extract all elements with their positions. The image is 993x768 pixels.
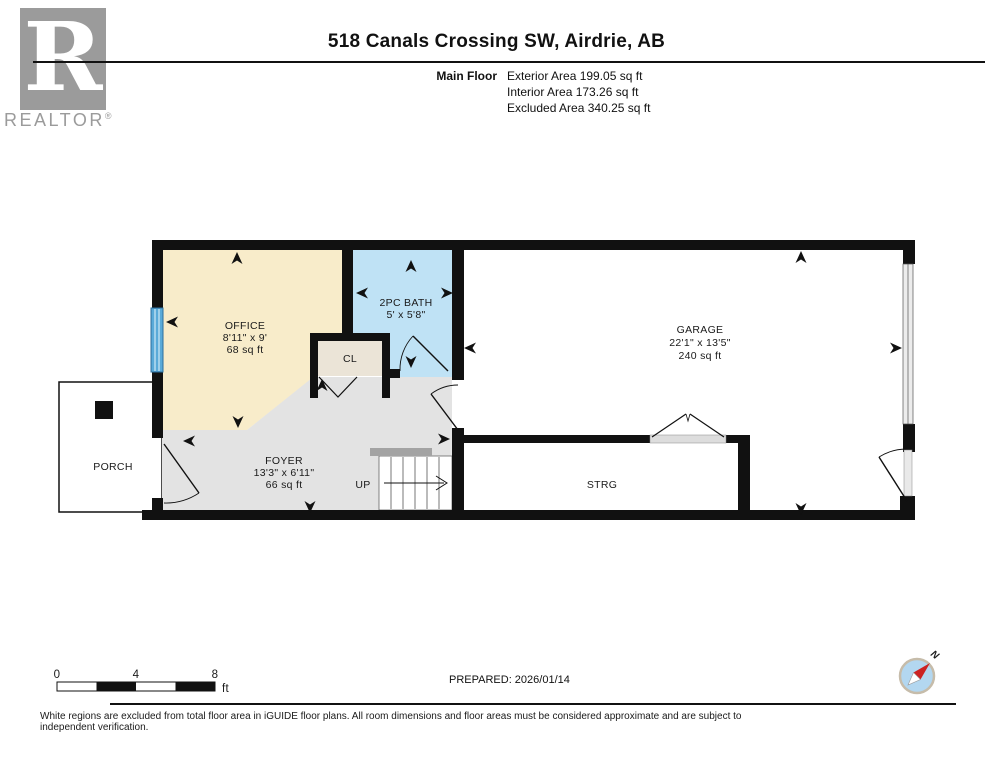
garage-dims: 22'1" x 13'5" xyxy=(669,337,731,349)
compass-icon xyxy=(900,649,941,693)
window-icon xyxy=(151,308,163,372)
stairs xyxy=(370,448,452,510)
scale-tick-4: 4 xyxy=(132,669,140,681)
exterior-area-stat: Exterior Area 199.05 sq ft xyxy=(507,69,643,83)
office-dims: 8'11" x 9' xyxy=(222,332,268,344)
bath-label: 2PC BATH xyxy=(379,297,433,309)
floor-name-label: Main Floor xyxy=(436,69,497,83)
garage-area: 240 sq ft xyxy=(678,350,722,362)
excluded-area-stat: Excluded Area 340.25 sq ft xyxy=(507,101,651,115)
disclaimer-text: White regions are excluded from total floor area in iGUIDE floor plans. All room dimensions and floor areas must be considered approximate and are subject to independent verification. xyxy=(40,711,742,733)
footer-rule xyxy=(110,703,956,705)
closet-label: CL xyxy=(342,353,358,365)
registered-mark: ® xyxy=(104,111,112,121)
prepared-date: PREPARED: 2026/01/14 xyxy=(449,674,570,686)
storage-label: STRG xyxy=(586,479,618,491)
realtor-wordmark-text: REALTOR xyxy=(4,110,105,130)
office-label: OFFICE xyxy=(224,320,266,332)
interior-area-stat: Interior Area 173.26 sq ft xyxy=(507,85,639,99)
scale-tick-8: 8 xyxy=(211,669,219,681)
garage-door-icon xyxy=(903,264,913,424)
realtor-logo-letter: R xyxy=(23,2,103,113)
compass-north-label: N xyxy=(928,648,941,663)
porch-area xyxy=(59,382,162,512)
realtor-wordmark xyxy=(4,110,144,131)
scale-unit-label: ft xyxy=(222,683,229,695)
garage-man-door-icon xyxy=(879,449,907,501)
storage-double-door-icon xyxy=(652,414,724,437)
garage-label: GARAGE xyxy=(676,324,724,336)
stairs-up-label: UP xyxy=(355,479,371,491)
foyer-area: 66 sq ft xyxy=(265,479,303,491)
header-rule xyxy=(33,61,985,63)
stair-landing-band xyxy=(370,448,432,456)
office-area: 68 sq ft xyxy=(226,344,264,356)
page-title: 518 Canals Crossing SW, Airdrie, AB xyxy=(327,31,666,52)
foyer-dims: 13'3" x 6'11" xyxy=(253,467,315,479)
storage-door-sill xyxy=(650,435,726,443)
porch-label: PORCH xyxy=(93,461,133,473)
scale-tick-0: 0 xyxy=(53,669,61,681)
scale-bar xyxy=(54,669,230,695)
bath-dims: 5' x 5'8" xyxy=(386,309,426,321)
porch-pillar xyxy=(95,401,113,419)
foyer-label: FOYER xyxy=(265,455,303,467)
man-door-threshold xyxy=(904,450,912,496)
realtor-logo xyxy=(20,2,106,113)
